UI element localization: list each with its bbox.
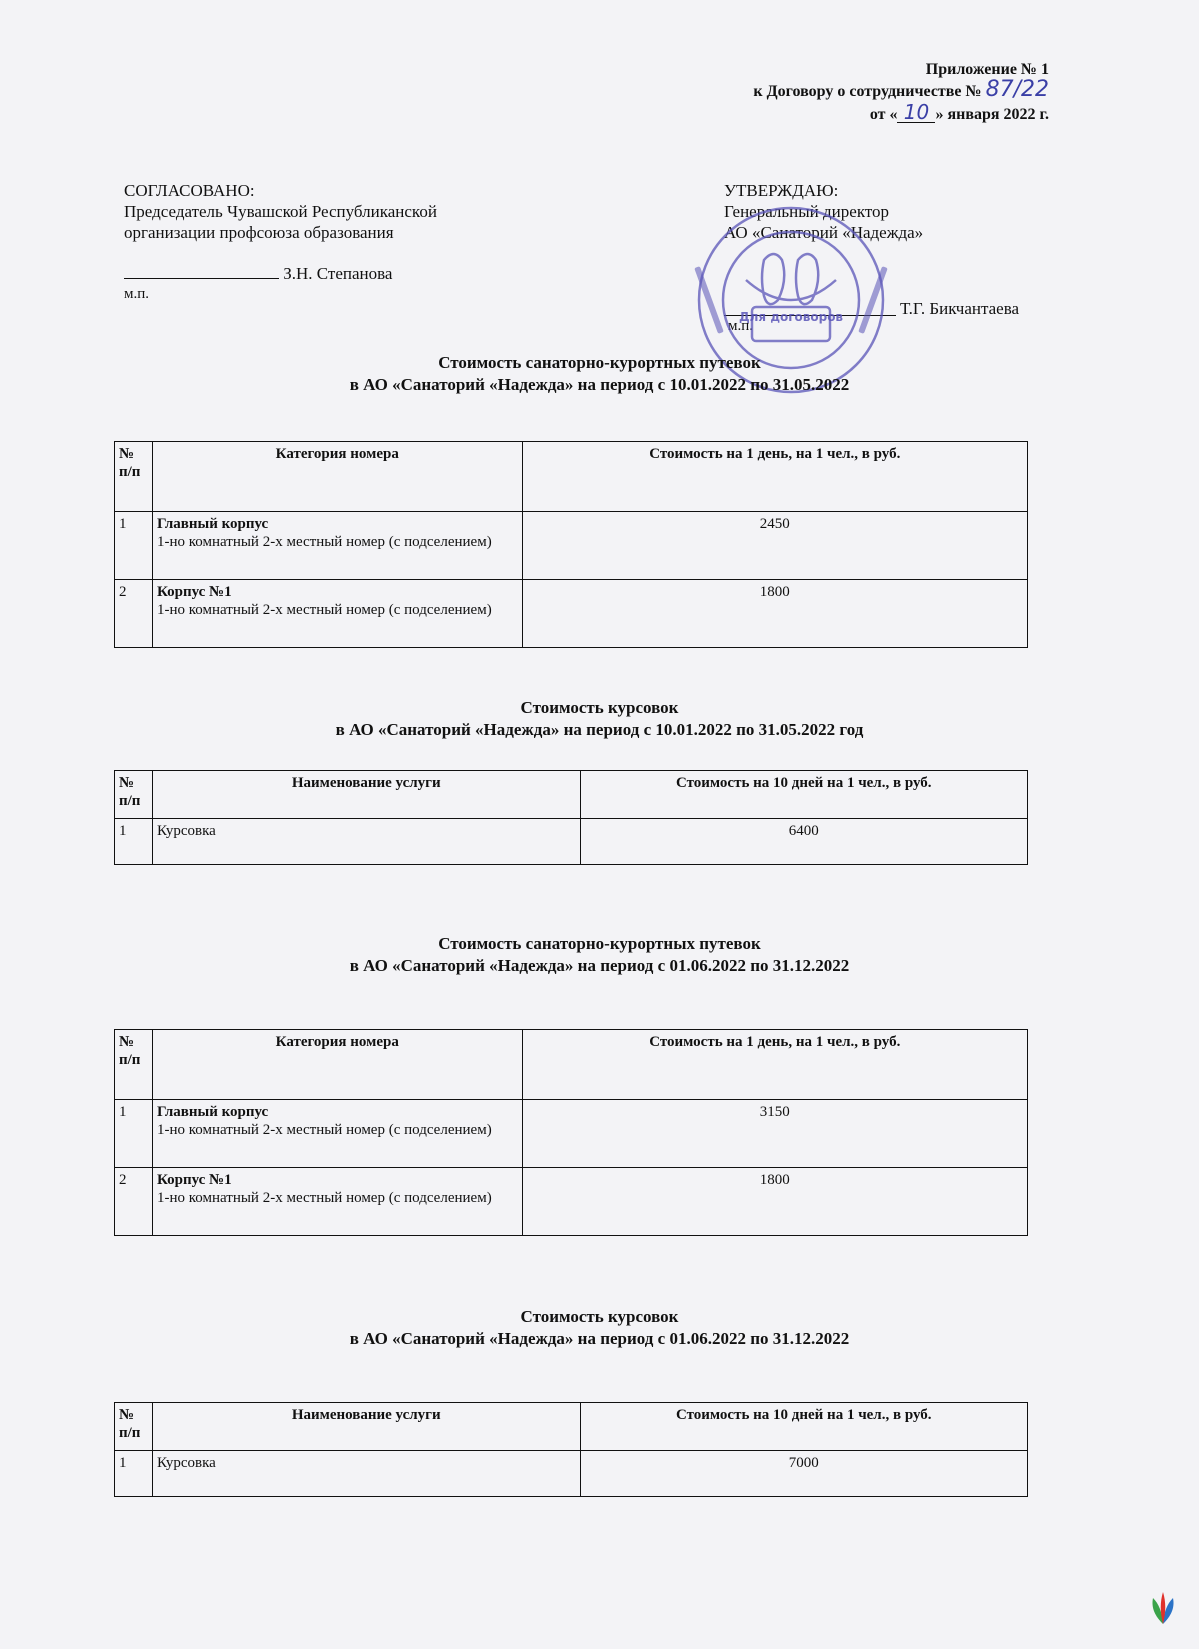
left-role-line2: организации профсоюза образования [124, 223, 394, 242]
col-service-header: Наименование услуги [152, 1403, 580, 1451]
contract-line [753, 77, 1049, 102]
section3-table [114, 1029, 1028, 1236]
section2-header-row [115, 771, 1028, 819]
row-service: Курсовка [152, 1451, 580, 1497]
col-price-header: Стоимость на 1 день, на 1 чел., в руб. [522, 442, 1027, 512]
row-category-cell [152, 580, 522, 648]
left-party-block [124, 180, 437, 305]
col-price-header: Стоимость на 10 дней на 1 чел., в руб. [580, 771, 1028, 819]
col-price-header: Стоимость на 1 день, на 1 чел., в руб. [522, 1030, 1027, 1100]
date-suffix: » января 2022 г. [935, 106, 1049, 123]
row-price: 6400 [580, 819, 1028, 865]
section2-title-line1: Стоимость курсовок [520, 698, 679, 717]
col-number-header: № п/п [115, 1030, 153, 1100]
row-category: Корпус №1 [156, 584, 232, 600]
col-category-header: Категория номера [152, 1030, 522, 1100]
row-number: 2 [115, 1168, 153, 1236]
section3-title [0, 933, 1199, 977]
table-row [115, 1451, 1028, 1497]
row-description: 1-но комнатный 2-х местный номер (с подселением) [156, 534, 492, 550]
row-service: Курсовка [152, 819, 580, 865]
date-line [753, 102, 1049, 125]
section3-title-line1: Стоимость санаторно-курортных путевок [438, 934, 761, 953]
appendix-title: Приложение № 1 [925, 61, 1049, 78]
row-price: 1800 [522, 580, 1027, 648]
section4-title-line1: Стоимость курсовок [520, 1307, 679, 1326]
row-category: Главный корпус [156, 1104, 269, 1120]
section2-title [0, 697, 1199, 741]
section1-title-line1: Стоимость санаторно-курортных путевок [438, 353, 761, 372]
left-signature-blank [124, 264, 279, 279]
table-row [115, 1100, 1028, 1168]
row-price: 2450 [522, 512, 1027, 580]
left-signature-line [124, 263, 437, 284]
date-day: 10 [897, 102, 935, 123]
row-number: 1 [115, 1100, 153, 1168]
col-number-header: № п/п [115, 771, 153, 819]
section4-table [114, 1402, 1028, 1497]
left-approved-label: СОГЛАСОВАНО: [124, 181, 255, 200]
row-category-cell [152, 512, 522, 580]
row-price: 3150 [522, 1100, 1027, 1168]
row-price: 1800 [522, 1168, 1027, 1236]
section1-header-row [115, 442, 1028, 512]
row-price: 7000 [580, 1451, 1028, 1497]
row-category: Главный корпус [156, 516, 269, 532]
section1-title-line2: в АО «Санаторий «Надежда» на период с 10.01.2022 по 31.05.2022 [349, 375, 850, 394]
left-signer-name: З.Н. Степанова [283, 264, 393, 283]
col-category-header: Категория номера [152, 442, 522, 512]
row-description: 1-но комнатный 2-х местный номер (с подселением) [156, 1190, 492, 1206]
row-number: 1 [115, 819, 153, 865]
row-category-cell [152, 1168, 522, 1236]
section4-title [0, 1306, 1199, 1350]
corner-logo-icon [1143, 1588, 1183, 1628]
stamp-center-text: Для договоров [738, 310, 844, 324]
section1-title [0, 352, 1199, 396]
left-seal-mark: м.п. [124, 286, 150, 302]
appendix-header [753, 60, 1049, 125]
row-description: 1-но комнатный 2-х местный номер (с подселением) [156, 602, 492, 618]
table-row [115, 580, 1028, 648]
row-category: Корпус №1 [156, 1172, 232, 1188]
table-row [115, 512, 1028, 580]
row-number: 1 [115, 512, 153, 580]
date-prefix: от « [869, 106, 898, 123]
col-number-header: № п/п [115, 1403, 153, 1451]
row-number: 1 [115, 1451, 153, 1497]
contract-label: к Договору о сотрудничестве № [753, 83, 982, 100]
col-number-header: № п/п [115, 442, 153, 512]
section4-title-line2: в АО «Санаторий «Надежда» на период с 01.06.2022 по 31.12.2022 [349, 1329, 850, 1348]
left-role-line1: Председатель Чувашской Республиканской [124, 202, 437, 221]
right-role-line2: АО «Санаторий «Надежда» [724, 223, 924, 242]
section2-table [114, 770, 1028, 865]
table-row [115, 1168, 1028, 1236]
right-role-line1: Генеральный директор [724, 202, 890, 221]
section2-title-line2: в АО «Санаторий «Надежда» на период с 10.01.2022 по 31.05.2022 год [335, 720, 864, 739]
section3-title-line2: в АО «Санаторий «Надежда» на период с 01.06.2022 по 31.12.2022 [349, 956, 850, 975]
section1-table [114, 441, 1028, 648]
col-price-header: Стоимость на 10 дней на 1 чел., в руб. [580, 1403, 1028, 1451]
right-signer-name: Т.Г. Бикчантаева [900, 299, 1020, 318]
contract-number: 87/22 [985, 77, 1049, 102]
row-category-cell [152, 1100, 522, 1168]
section3-header-row [115, 1030, 1028, 1100]
row-number: 2 [115, 580, 153, 648]
row-description: 1-но комнатный 2-х местный номер (с подселением) [156, 1122, 492, 1138]
section4-header-row [115, 1403, 1028, 1451]
right-seal-mark: м.п. [728, 318, 754, 334]
right-approved-label: УТВЕРЖДАЮ: [724, 181, 839, 200]
col-service-header: Наименование услуги [152, 771, 580, 819]
table-row [115, 819, 1028, 865]
